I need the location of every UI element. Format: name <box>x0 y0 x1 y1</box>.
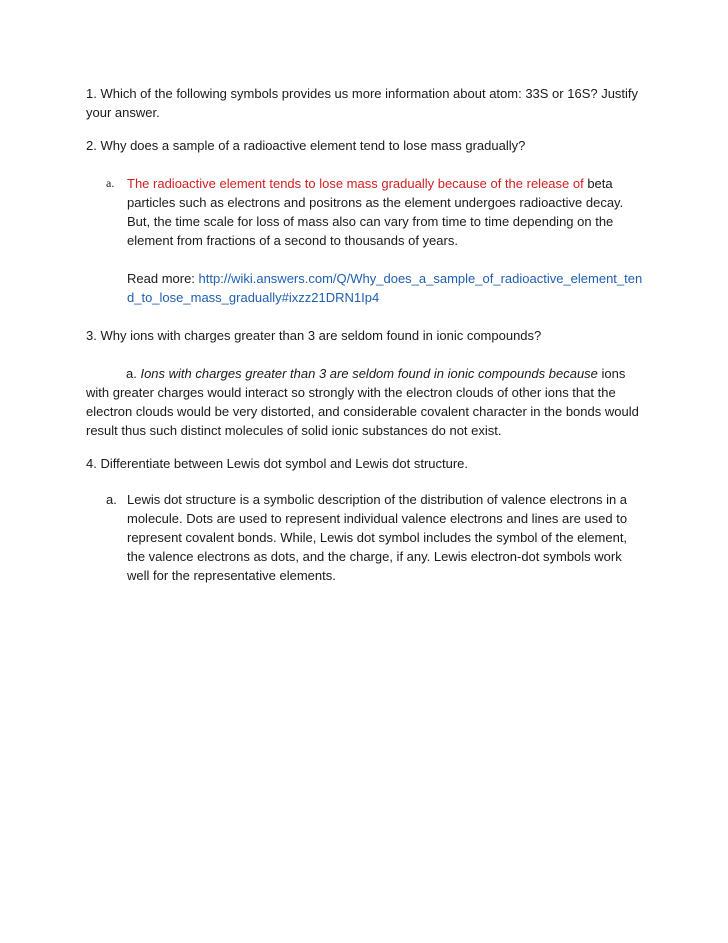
question-3: 3. Why ions with charges greater than 3 are seldom found in ionic compounds? <box>86 328 542 343</box>
question-4: 4. Differentiate between Lewis dot symbol and Lewis dot structure. <box>86 456 469 471</box>
read-more <box>127 269 646 307</box>
answer-3 <box>86 364 646 440</box>
answer-4 <box>106 490 646 585</box>
answer-2-highlight: The radioactive element tends to lose mass gradually because of the release of <box>127 176 584 191</box>
read-more-label: Read more: <box>127 271 199 286</box>
answer-3-italic: Ions with charges greater than 3 are seldom found in ionic compounds because <box>140 366 598 381</box>
answer-4-body: Lewis dot structure is a symbolic description of the distribution of valence electrons in a molecule. Dots are used to represent individual valence electrons and lines are used to represent covalent bonds. While, Lewis dot symbol includes the symbol of the element, the valence electrons as dots, and the charge, if any. Lewis electron-dot symbols work well for the representative elements. <box>127 492 628 583</box>
answer-2-body <box>127 174 646 250</box>
answer-2-rest: beta particles such as electrons and positrons as the element undergoes radioactive decay. But, the time scale for loss of mass also can vary from time to time depending on the element from fractions of a second to thousands of years. <box>127 176 624 248</box>
question-1: 1. Which of the following symbols provides us more information about atom: 33S or 16S? Justify your answer. <box>86 86 639 120</box>
read-more-link[interactable]: http://wiki.answers.com/Q/Why_does_a_sample_of_radioactive_element_tend_to_lose_mass_gradually#ixzz21DRN1Ip4 <box>127 271 643 305</box>
list-marker: a. <box>106 176 115 190</box>
list-marker: a. <box>106 492 117 507</box>
answer-3-marker: a. <box>126 366 141 381</box>
answer-2 <box>106 174 646 307</box>
question-2: 2. Why does a sample of a radioactive element tend to lose mass gradually? <box>86 138 526 153</box>
answer-3-rest: ions with greater charges would interact so strongly with the electron clouds of other ions that the electron clouds would be very distorted, and considerable covalent character in the bonds would result thus such distinct molecules of solid ionic substances do not exist. <box>86 366 639 438</box>
